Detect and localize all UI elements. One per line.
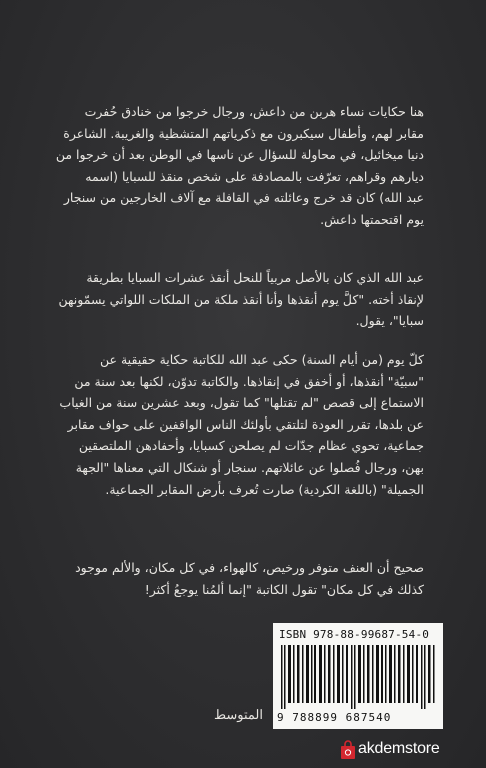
blurb-line: جماعية، تحوي عظام جدّات لم يصلحن كسبايا، وأحفادهن الملتصقين: [78, 438, 424, 454]
blurb-line: لإنقاذ أخته. "كلَّ يوم أنقذها وأنا أنقذ ملكة من الملكات اللواتي يسمّونهن: [58, 291, 424, 307]
blurb-paragraph-3: [59, 349, 424, 500]
shopping-bag-icon: [340, 740, 356, 760]
blurb-paragraph-4: [75, 557, 424, 600]
blurb-line: الاستماع إلى قصص "لم تقتلها" كما تقول، وبعد عشرين سنة من الغياب: [59, 395, 424, 411]
blurb-line: سبايا"، يقول.: [355, 313, 424, 329]
blurb-line: "سبيّة" أنقذها، أو أخفق في إنقاذها. والكاتبة تدوّن، لكنها بعد سنة من: [74, 373, 424, 389]
blurb-line: الجميلة" (باللغة الكردية) صارت تُعرف بأرض المقابر الجماعية.: [105, 481, 424, 497]
blurb-line: يوم اقتحمتها داعش.: [320, 211, 424, 227]
blurb-line: عبد الله) كان قد خرج وعائلته في القافلة مع آلاف الخارجين من سنجار: [63, 190, 424, 206]
isbn-label: ISBN 978-88-99687-54-0: [279, 628, 430, 641]
blurb-line: ديارهم وقراهم، تعرّفت بالمصادفة على شخص منقذ للسبايا (اسمه: [85, 168, 424, 184]
barcode-number: 9 788899 687540: [277, 711, 392, 724]
blurb-line: كذلك في كل مكان" تقول الكاتبة "إنما ألمُنا يوجعُ أكثر!: [144, 581, 424, 597]
blurb-line: عن بلدها، تقرر العودة لتلتقي بأولئك الناس الواقفين على حواف مقابر: [67, 416, 424, 432]
blurb-line: هنا حكايات نساء هربن من داعش، ورجال خرجوا من خنادق حُفرت: [84, 104, 424, 119]
barcode-bars: [279, 645, 437, 709]
blurb-paragraph-1: [55, 101, 424, 231]
blurb-paragraph-2: [58, 267, 424, 332]
blurb-line: صحيح أن العنف متوفر ورخيص، كالهواء، في كل مكان، والألم موجود: [75, 560, 424, 575]
store-name: akdemstore: [358, 740, 440, 757]
blurb-line: دنيا ميخائيل، في محاولة للسؤال عن ناسها في الوطن بعد أن خرجوا من: [55, 147, 424, 163]
blurb-line: عبد الله الذي كان بالأصل مربياً للنحل أنقذ عشرات السبايا بطريقة: [86, 270, 424, 285]
isbn-barcode: [273, 623, 443, 729]
blurb-line: كلّ يوم (من أيام السنة) حكى عبد الله للكاتبة حكاية حقيقية عن: [100, 352, 424, 367]
store-watermark: [340, 740, 486, 764]
blurb-line: مقابر لهم، وأطفال سيكبرون مع ذكرياتهم المتشظية والغريبة. الشاعرة: [63, 125, 424, 141]
publisher-logo: المتوسط: [214, 708, 263, 723]
blurb-line: بهن، ورجال فُصلوا عن عائلاتهم. سنجار أو شنكال التي معناها "الجهة: [75, 459, 424, 475]
